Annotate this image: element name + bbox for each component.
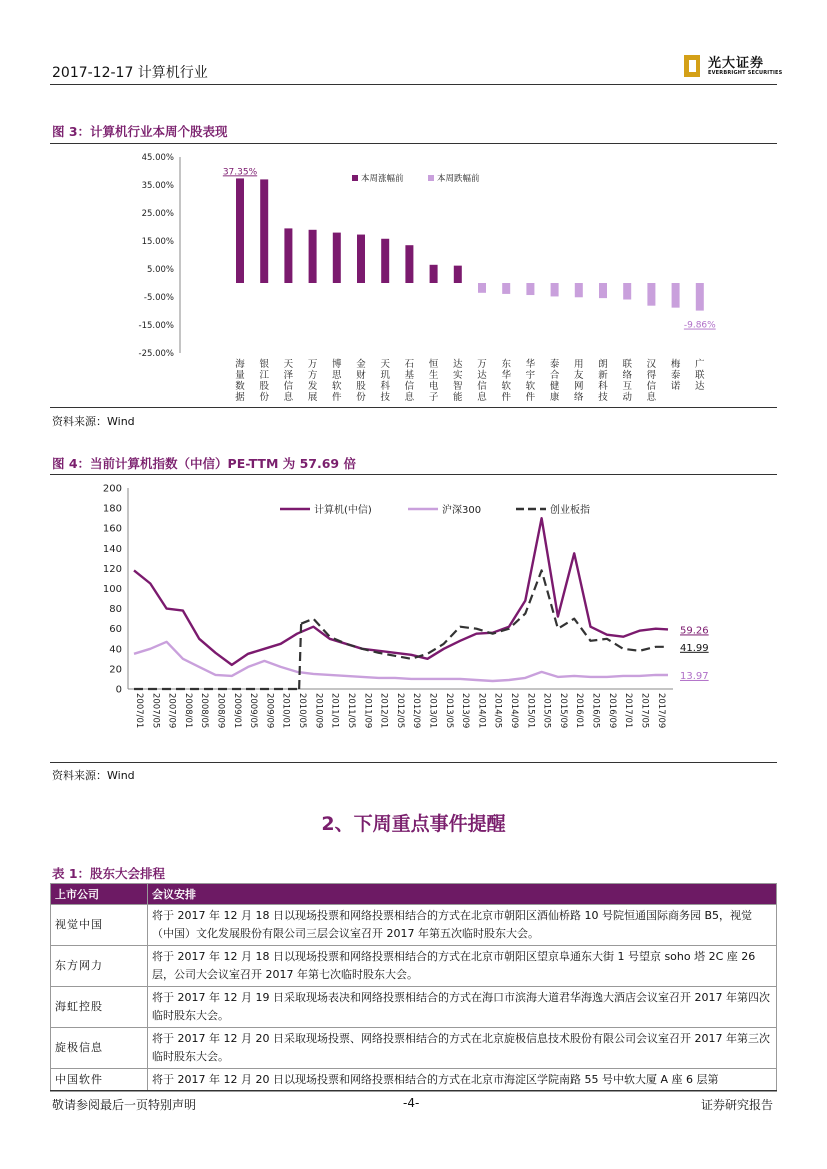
- table-row: [51, 905, 777, 946]
- y-tick-label: -25.00%: [138, 349, 174, 359]
- x-tick-label: 2016/09: [606, 693, 617, 729]
- legend-swatch: [428, 175, 434, 181]
- schedule-cell: 将于 2017 年 12 月 18 日以现场投票和网络投票相结合的方式在北京市朝阳区望京阜通东大街 1 号望京 soho 塔 2C 座 26 层，公司大会议室召开 2017 年第七次临时股东大会。: [148, 946, 777, 987]
- company-cell: 东方网力: [51, 946, 148, 987]
- company-cell: 旋极信息: [51, 1028, 148, 1069]
- y-tick-label: 25.00%: [141, 209, 174, 219]
- legend-label: 本周涨幅前: [361, 174, 404, 184]
- x-tick-label: 2011/01: [329, 693, 340, 729]
- x-tick-label: 梅泰诺: [670, 359, 681, 392]
- y-tick-label: 20: [109, 664, 122, 676]
- logo-chinese-name: 光大证券: [708, 56, 765, 71]
- company-cell: 中国软件: [51, 1069, 148, 1092]
- table-row: [51, 987, 777, 1028]
- x-tick-label: 泰合健康: [549, 359, 560, 403]
- x-tick-label: 2014/05: [492, 693, 503, 729]
- figure4-top-rule: [50, 474, 777, 475]
- y-tick-label: 200: [102, 483, 122, 495]
- y-tick-label: -5.00%: [143, 293, 174, 303]
- bar: [357, 235, 365, 283]
- table-header-row: [51, 884, 777, 905]
- x-tick-label: 银江股份: [259, 359, 269, 403]
- table-row: [51, 1069, 777, 1092]
- x-tick-label: 联络互动: [622, 359, 632, 403]
- x-tick-label: 东华软件: [501, 359, 511, 403]
- figure3-source: 资料来源：Wind: [52, 415, 135, 428]
- x-tick-label: 2008/05: [199, 693, 210, 729]
- bar: [599, 283, 607, 298]
- x-tick-label: 2013/05: [443, 693, 454, 729]
- table-row: [51, 1028, 777, 1069]
- y-tick-label: 40: [109, 644, 122, 656]
- logo-english-name: EVERBRIGHT SECURITIES: [708, 70, 783, 76]
- bar: [478, 283, 486, 293]
- x-tick-label: 2009/05: [248, 693, 259, 729]
- figure4-line-chart: [50, 476, 777, 761]
- x-tick-label: 博思软件: [332, 359, 342, 403]
- legend-swatch: [352, 175, 358, 181]
- x-tick-label: 2017/01: [623, 693, 634, 729]
- x-tick-label: 2010/01: [280, 693, 291, 729]
- header-rule: [50, 84, 777, 85]
- y-tick-label: 35.00%: [141, 181, 174, 191]
- y-tick-label: 0: [115, 684, 122, 696]
- y-tick-label: 45.00%: [141, 153, 174, 163]
- x-tick-label: 天泽信息: [283, 359, 294, 403]
- bar: [236, 178, 244, 283]
- figure4-title: 图 4：当前计算机指数（中信）PE-TTM 为 57.69 倍: [52, 456, 356, 471]
- end-value-label: 41.99: [680, 642, 709, 654]
- bar: [381, 239, 389, 283]
- figure3-title: 图 3：计算机行业本周个股表现: [52, 124, 228, 139]
- x-tick-label: 2009/09: [264, 693, 275, 729]
- figure3-top-rule: [50, 143, 777, 144]
- x-tick-label: 2007/01: [134, 693, 144, 729]
- x-tick-label: 万达信息: [477, 359, 487, 403]
- x-tick-label: 恒生电子: [428, 359, 439, 403]
- schedule-cell: 将于 2017 年 12 月 20 日以现场投票和网络投票相结合的方式在北京市海淀区学院南路 55 号中软大厦 A 座 6 层第: [148, 1069, 777, 1092]
- x-tick-label: 2013/09: [460, 693, 471, 729]
- bar: [526, 283, 534, 295]
- company-cell: 视觉中国: [51, 905, 148, 946]
- company-cell: 海虹控股: [51, 987, 148, 1028]
- y-tick-label: 60: [109, 624, 122, 636]
- legend-label: 沪深300: [442, 505, 482, 516]
- x-tick-label: 2015/01: [525, 693, 536, 729]
- bar: [333, 233, 341, 283]
- x-tick-label: 2016/01: [574, 693, 585, 729]
- x-tick-label: 2009/01: [231, 693, 242, 729]
- data-label-max: 37.35%: [222, 167, 258, 178]
- bar: [284, 228, 292, 283]
- series-line: [134, 642, 668, 681]
- figure4-bottom-rule: [50, 762, 777, 763]
- bar: [260, 179, 268, 283]
- y-tick-label: 140: [102, 543, 122, 555]
- x-tick-label: 朗新科技: [598, 359, 608, 403]
- bar: [454, 266, 462, 283]
- x-tick-label: 2015/09: [557, 693, 568, 729]
- x-tick-label: 广联达: [695, 359, 705, 392]
- figure3-bar-chart: [50, 145, 777, 410]
- y-tick-label: 120: [102, 563, 122, 575]
- x-tick-label: 2011/05: [345, 693, 356, 729]
- x-tick-label: 2007/05: [150, 693, 161, 729]
- schedule-cell: 将于 2017 年 12 月 19 日采取现场表决和网络投票相结合的方式在海口市滨海大道君华海逸大酒店会议室召开 2017 年第四次临时股东大会。: [148, 987, 777, 1028]
- shareholder-meeting-table: [50, 883, 777, 1092]
- y-tick-label: 80: [109, 604, 122, 616]
- y-tick-label: 180: [102, 503, 122, 515]
- bar: [623, 283, 631, 300]
- footer-disclaimer: 敬请参阅最后一页特别声明: [52, 1098, 197, 1112]
- table-row: [51, 946, 777, 987]
- footer-report-type: 证券研究报告: [701, 1098, 774, 1112]
- legend-label: 创业板指: [550, 505, 590, 516]
- x-tick-label: 2017/05: [639, 693, 650, 729]
- bar: [430, 265, 438, 283]
- y-tick-label: 100: [102, 584, 122, 595]
- schedule-cell: 将于 2017 年 12 月 20 日采取现场投票、网络投票相结合的方式在北京旋极信息技术股份有限公司会议室召开 2017 年第三次临时股东大会。: [148, 1028, 777, 1069]
- section-heading: 2、下周重点事件提醒: [321, 813, 506, 835]
- x-tick-label: 2012/01: [378, 693, 389, 729]
- logo-mark-icon: [684, 55, 700, 77]
- x-tick-label: 2012/09: [411, 693, 422, 729]
- x-tick-label: 金财股份: [356, 359, 366, 403]
- header-date-industry: 2017-12-17 计算机行业: [52, 65, 208, 81]
- brand-logo: [684, 52, 784, 82]
- legend-label: 计算机(中信): [314, 505, 372, 516]
- data-label-min: -9.86%: [683, 320, 716, 331]
- x-tick-label: 石基信息: [404, 359, 415, 403]
- bar: [309, 230, 317, 283]
- figure3-bottom-rule: [50, 407, 777, 408]
- x-tick-label: 2013/01: [427, 693, 438, 729]
- series-line: [134, 518, 668, 665]
- x-tick-label: 用友网络: [574, 359, 584, 403]
- bar: [696, 283, 704, 311]
- x-tick-label: 2014/09: [509, 693, 520, 729]
- page-number: -4-: [403, 1096, 420, 1110]
- schedule-cell: 将于 2017 年 12 月 18 日以现场投票和网络投票相结合的方式在北京市朝阳区酒仙桥路 10 号院恒通国际商务园 B5，视觉（中国）文化发展股份有限公司三层会议室召开 2017 年第五次临时股东大会。: [148, 905, 777, 946]
- x-tick-label: 2016/05: [590, 693, 601, 729]
- y-tick-label: 160: [102, 523, 122, 535]
- x-tick-label: 汉得信息: [646, 359, 657, 403]
- series-line: [301, 570, 668, 658]
- x-tick-label: 海量数据: [235, 359, 245, 403]
- x-tick-label: 2012/05: [394, 693, 405, 729]
- bar: [672, 283, 680, 308]
- end-value-label: 13.97: [680, 670, 709, 682]
- bar: [647, 283, 655, 306]
- x-tick-label: 2008/01: [182, 693, 193, 729]
- bar: [405, 245, 413, 283]
- column-header-schedule: 会议安排: [148, 884, 777, 905]
- x-tick-label: 2010/09: [313, 693, 324, 729]
- end-value-label: 59.26: [680, 625, 709, 637]
- x-tick-label: 2007/09: [166, 693, 177, 729]
- bar: [575, 283, 583, 297]
- bar: [551, 283, 559, 296]
- x-tick-label: 2011/09: [362, 693, 373, 729]
- x-tick-label: 达实智能: [453, 359, 463, 403]
- x-tick-label: 天玑科技: [380, 359, 390, 403]
- y-tick-label: -15.00%: [138, 321, 174, 331]
- table1-title: 表 1：股东大会排程: [52, 866, 166, 881]
- y-tick-label: 15.00%: [141, 237, 174, 247]
- y-tick-label: 5.00%: [146, 265, 174, 275]
- x-tick-label: 华宇软件: [525, 359, 536, 403]
- footer-rule: [50, 1090, 777, 1091]
- x-tick-label: 万方发展: [307, 359, 318, 403]
- x-tick-label: 2014/01: [476, 693, 487, 729]
- x-tick-label: 2017/09: [655, 693, 666, 729]
- x-tick-label: 2010/05: [297, 693, 308, 729]
- legend-label: 本周跌幅前: [437, 174, 480, 184]
- column-header-company: 上市公司: [51, 884, 148, 905]
- x-tick-label: 2015/05: [541, 693, 552, 729]
- x-tick-label: 2008/09: [215, 693, 226, 729]
- bar: [502, 283, 510, 294]
- figure4-source: 资料来源：Wind: [52, 769, 135, 782]
